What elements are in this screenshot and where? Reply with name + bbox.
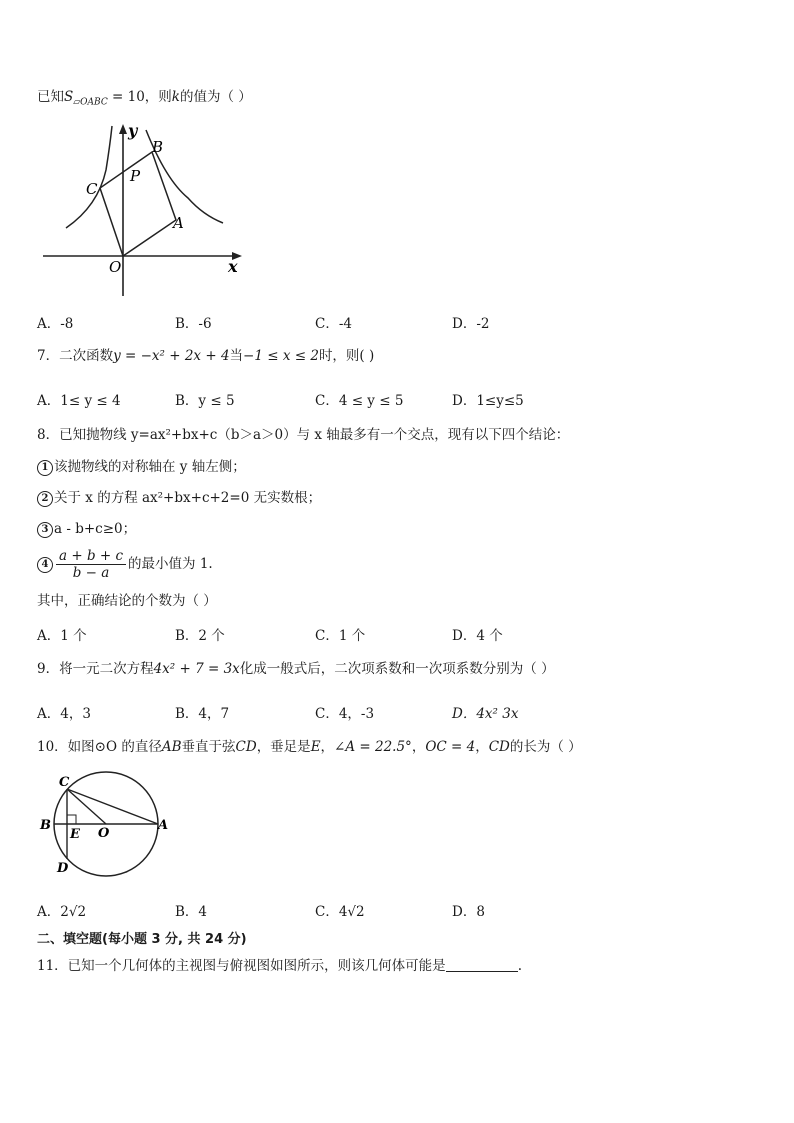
label-a: A: [158, 818, 169, 833]
q8-option-b[interactable]: B．2 个: [175, 628, 225, 644]
q6-stem-prefix: 已知: [37, 89, 64, 105]
q7-options: [37, 389, 737, 407]
q10-oc: OC = 4: [425, 739, 476, 755]
q8-item-4: [37, 546, 213, 582]
q8-item-2-text: 关于 x 的方程 ax²+bx+c+2=0 无实数根；: [54, 490, 322, 506]
q8-question: 其中，正确结论的个数为（ ）: [37, 593, 217, 609]
label-b: B: [40, 818, 51, 833]
q6-stem: [37, 88, 252, 112]
q7-option-b[interactable]: B．y ≤ 5: [175, 393, 235, 409]
right-angle-mark: [67, 815, 76, 824]
q10-stem: [37, 738, 582, 756]
segment-ca: [67, 789, 158, 824]
label-c: C: [59, 775, 70, 790]
q8-stem: 8．已知抛物线 y=ax²+bx+c（b＞a＞0）与 x 轴最多有一个交点，现有以下四个结论：: [37, 427, 570, 443]
q7-option-a[interactable]: A．1≤ y ≤ 4: [37, 393, 121, 409]
q10-options: [37, 900, 737, 918]
q6-option-c[interactable]: C．-4: [315, 316, 352, 332]
q8-fraction-denominator: b − a: [72, 565, 110, 581]
q8-mark-1: 1: [37, 460, 53, 476]
q11-answer-blank[interactable]: [446, 959, 518, 972]
q9-prefix: 9．将一元二次方程: [37, 661, 154, 677]
q8-item-4-text: 的最小值为 1.: [128, 556, 213, 572]
q10-mid3: ，: [320, 739, 335, 755]
q6-stem-end: 的值为（ ）: [179, 89, 252, 105]
q6-area-subscript: ▱OABC: [73, 97, 108, 108]
q10-mid1: 垂直于弦: [181, 739, 236, 755]
y-axis-arrow-icon: [119, 124, 127, 134]
q11-text: 11．已知一个几何体的主视图与俯视图如图所示，则该几何体可能是: [37, 958, 446, 974]
q10-figure: [36, 768, 176, 880]
label-p: P: [130, 167, 141, 185]
q7-number: 7．二次函数: [37, 348, 114, 364]
q10-cd2: CD: [488, 739, 510, 755]
q8-option-d[interactable]: D．4 个: [452, 628, 503, 644]
q6-k-symbol: k: [171, 89, 180, 105]
q8-options: [37, 624, 737, 642]
q9-equation: 4x² + 7 = 3x: [153, 661, 240, 677]
q9-option-c[interactable]: C．4，-3: [315, 706, 375, 722]
q7-option-d[interactable]: D．1≤y≤5: [452, 393, 524, 409]
q8-option-c[interactable]: C．1 个: [315, 628, 366, 644]
q6-figure: [38, 120, 258, 300]
q6-area-value: = 10: [112, 89, 145, 105]
q7-formula: y = −x² + 2x + 4: [113, 348, 230, 364]
q6-area-symbol: S: [64, 89, 74, 105]
q10-suffix: 的长为（ ）: [509, 739, 582, 755]
q9-options: [37, 702, 737, 720]
label-y: y: [128, 121, 138, 140]
q8-mark-2: 2: [37, 491, 53, 507]
q10-ab: AB: [161, 739, 182, 755]
q7-option-c[interactable]: C．4 ≤ y ≤ 5: [315, 393, 404, 409]
q6-option-b[interactable]: B．-6: [175, 316, 212, 332]
left-hyperbola: [66, 126, 112, 228]
q10-option-d[interactable]: D．8: [452, 904, 485, 920]
q10-angle: ∠A = 22.5°: [334, 739, 412, 755]
q8-item-1: [37, 458, 246, 476]
label-c: C: [86, 180, 98, 198]
q10-option-a[interactable]: A．2√2: [37, 904, 87, 920]
q6-options: [37, 312, 737, 330]
q8-mark-4: 4: [37, 557, 53, 573]
q10-option-c[interactable]: C．4√2: [315, 904, 365, 920]
q11-stem: [37, 957, 522, 975]
q7-condition-prefix: 当: [229, 348, 244, 364]
label-o: O: [109, 258, 122, 276]
q10-mid5: ，: [475, 739, 489, 755]
q9-stem: [37, 660, 555, 678]
label-d: D: [57, 861, 69, 876]
q8-fraction-numerator: a + b + c: [56, 548, 126, 565]
q9-option-b[interactable]: B．4，7: [175, 706, 230, 722]
q10-prefix: 10．如图⊙O 的直径: [37, 739, 162, 755]
q8-option-a[interactable]: A．1 个: [37, 628, 87, 644]
q7-condition: −1 ≤ x ≤ 2: [243, 348, 319, 364]
label-o: O: [98, 826, 110, 841]
label-b: B: [152, 138, 164, 156]
q8-item-1-text: 该抛物线的对称轴在 y 轴左侧；: [54, 459, 246, 475]
q8-item-2: [37, 489, 321, 507]
q10-mid4: ，: [411, 739, 426, 755]
q9-suffix: 化成一般式后，二次项系数和一次项系数分别为（ ）: [239, 661, 555, 677]
q8-item-3: [37, 520, 136, 538]
q10-option-b[interactable]: B．4: [175, 904, 208, 920]
q9-option-a[interactable]: A．4，3: [37, 706, 91, 722]
q6-option-d[interactable]: D．-2: [452, 316, 490, 332]
q10-e: E: [310, 739, 321, 755]
label-e: E: [70, 827, 80, 842]
q9-option-d[interactable]: D．4x² 3x: [452, 706, 519, 722]
q8-fraction: [56, 548, 126, 581]
q7-stem: [37, 347, 374, 365]
q8-item-3-text: a - b+c≥0；: [54, 521, 137, 537]
q6-stem-suffix: ，则: [144, 89, 172, 105]
q10-mid2: ，垂足是: [256, 739, 311, 755]
section-fill-in-title: 二、填空题(每小题 3 分, 共 24 分): [37, 932, 247, 947]
segment-co: [67, 789, 106, 824]
q8-mark-3: 3: [37, 522, 53, 538]
q6-option-a[interactable]: A．-8: [37, 316, 74, 332]
q7-suffix: 时，则( ): [318, 348, 375, 364]
q11-end: .: [517, 958, 522, 974]
label-x: x: [228, 257, 238, 276]
q10-cd: CD: [235, 739, 257, 755]
label-a: A: [173, 214, 184, 232]
